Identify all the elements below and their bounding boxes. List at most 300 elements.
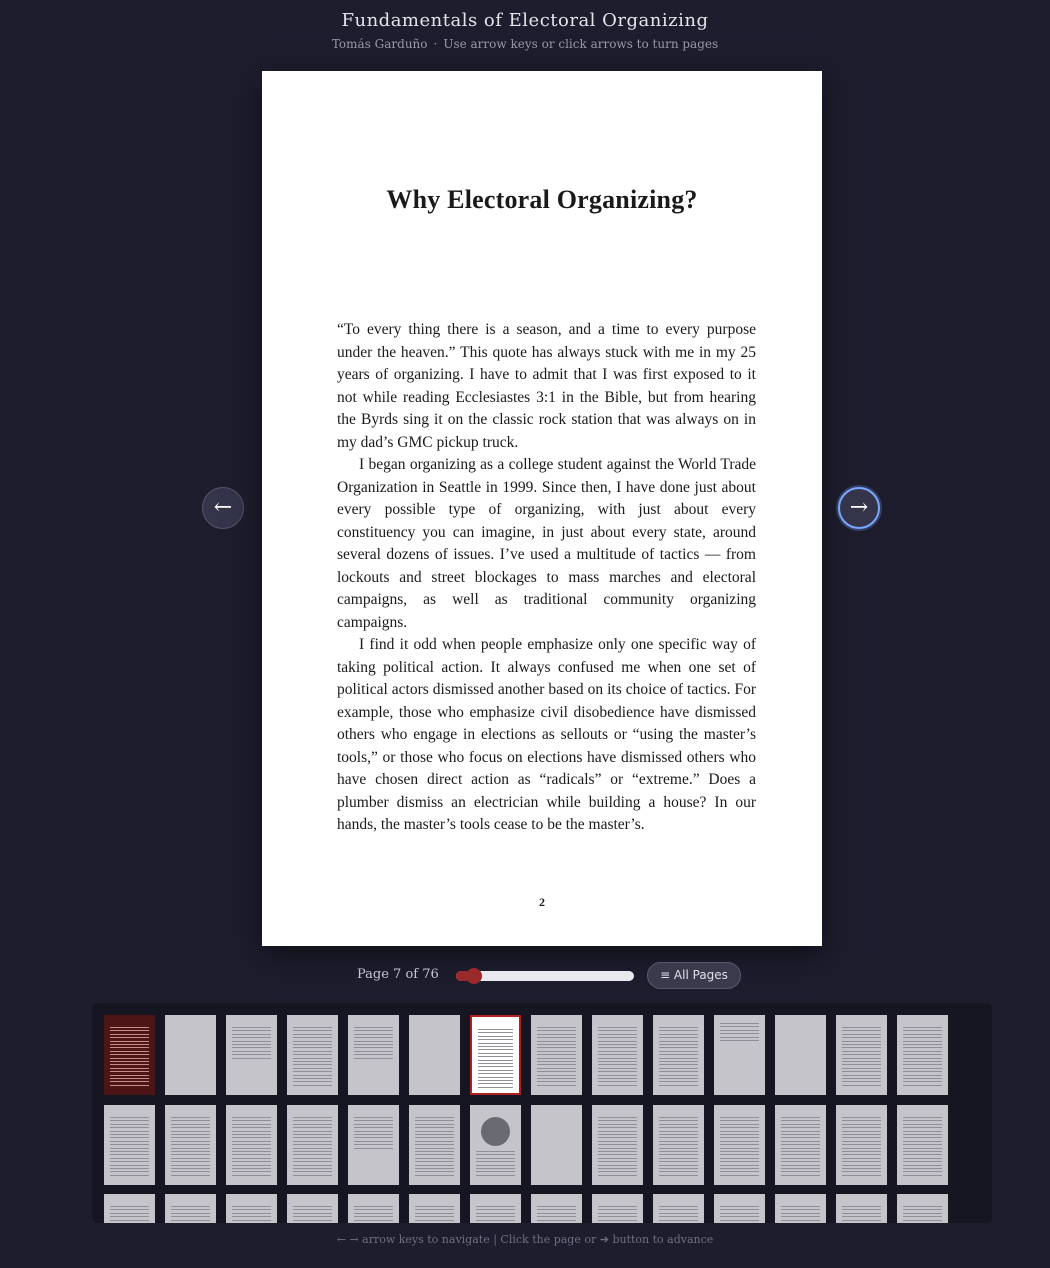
page-thumbnail[interactable]	[348, 1194, 399, 1223]
thumbnail-text-line	[293, 1061, 332, 1062]
thumbnail-text-line	[903, 1081, 942, 1082]
thumbnail-text-line	[842, 1144, 881, 1145]
thumbnail-text-line	[781, 1206, 820, 1207]
page-thumbnail[interactable]	[104, 1105, 155, 1185]
thumbnail-text-line	[842, 1071, 881, 1072]
thumbnail-text-line	[293, 1044, 332, 1045]
thumbnail-text-line	[720, 1124, 759, 1125]
thumbnail-text-line	[476, 1165, 515, 1166]
thumbnail-text-line	[842, 1037, 881, 1038]
thumbnail-text-line	[537, 1071, 576, 1072]
thumbnail-text-line	[903, 1061, 942, 1062]
page-thumbnail[interactable]	[409, 1015, 460, 1095]
thumbnail-text-line	[659, 1044, 698, 1045]
thumbnail-text-line	[598, 1078, 637, 1079]
thumbnail-text-line	[598, 1061, 637, 1062]
thumbnail-text-line	[478, 1036, 513, 1037]
thumbnail-text-line	[354, 1124, 393, 1125]
thumbnail-text-line	[354, 1044, 393, 1045]
all-pages-button[interactable]: ≡ All Pages	[647, 962, 741, 989]
thumbnail-text-line	[659, 1148, 698, 1149]
thumbnail-text-line	[781, 1161, 820, 1162]
thumbnail-text-line	[842, 1085, 881, 1086]
thumbnail-text-line	[171, 1124, 210, 1125]
thumbnail-text-line	[110, 1134, 149, 1135]
page-thumbnail[interactable]	[348, 1015, 399, 1095]
next-page-button[interactable]	[838, 487, 880, 529]
thumbnail-text-line	[781, 1175, 820, 1176]
thumbnail-text-line	[110, 1216, 149, 1217]
thumbnail-text-line	[659, 1030, 698, 1031]
thumbnail-text-line	[293, 1034, 332, 1035]
page-thumbnail[interactable]	[531, 1015, 582, 1095]
thumbnail-text-line	[781, 1134, 820, 1135]
thumbnail-text-line	[781, 1137, 820, 1138]
thumbnail-text-line	[659, 1054, 698, 1055]
thumbnail-text-line	[842, 1061, 881, 1062]
thumbnail-text-line	[476, 1158, 515, 1159]
thumbnail-text-line	[354, 1034, 393, 1035]
thumbnail-text-line	[232, 1171, 271, 1172]
page-thumbnail[interactable]	[897, 1194, 948, 1223]
page-thumbnail[interactable]	[836, 1015, 887, 1095]
thumbnail-text-line	[232, 1158, 271, 1159]
thumbnail-text-line	[293, 1168, 332, 1169]
thumbnail-text-line	[171, 1206, 210, 1207]
thumbnail-text-line	[842, 1175, 881, 1176]
thumbnail-text-line	[842, 1041, 881, 1042]
thumbnail-text-line	[537, 1051, 576, 1052]
page-thumbnail[interactable]	[775, 1105, 826, 1185]
thumbnail-text-line	[598, 1220, 637, 1221]
thumbnail-text-line	[476, 1168, 515, 1169]
thumbnail-text-line	[478, 1070, 513, 1071]
thumbnail-text-line	[110, 1051, 149, 1052]
arrow-right-icon: →	[849, 495, 869, 520]
header	[0, 10, 1050, 51]
thumbnail-text-line	[110, 1068, 149, 1069]
thumbnail-text-line	[110, 1168, 149, 1169]
page-thumbnail[interactable]	[287, 1194, 338, 1223]
thumbnail-text-line	[415, 1175, 454, 1176]
page-thumbnail[interactable]	[836, 1105, 887, 1185]
page-thumbnail[interactable]	[531, 1105, 582, 1185]
thumbnail-text-line	[476, 1154, 515, 1155]
thumbnail-text-line	[293, 1037, 332, 1038]
thumbnail-text-line	[537, 1220, 576, 1221]
thumbnail-text-line	[598, 1209, 637, 1210]
thumbnail-text-line	[478, 1053, 513, 1054]
thumbnail-text-line	[903, 1041, 942, 1042]
page-thumbnail[interactable]	[470, 1105, 521, 1185]
page-thumbnail[interactable]	[653, 1015, 704, 1095]
thumbnail-text-line	[354, 1047, 393, 1048]
thumbnail-text-line	[659, 1117, 698, 1118]
thumbnail-text-line	[842, 1058, 881, 1059]
thumbnail-text-line	[415, 1161, 454, 1162]
page-thumbnail[interactable]	[470, 1015, 521, 1095]
thumbnail-text-line	[842, 1134, 881, 1135]
thumbnail-text-line	[354, 1206, 393, 1207]
thumbnail-text-line	[232, 1054, 271, 1055]
thumbnail-text-line	[171, 1141, 210, 1142]
thumbnail-text-line	[354, 1141, 393, 1142]
thumbnail-text-line	[781, 1148, 820, 1149]
thumbnail-text-line	[720, 1148, 759, 1149]
page-thumbnail[interactable]	[653, 1194, 704, 1223]
thumbnail-text-line	[537, 1085, 576, 1086]
thumbnail-text-line	[720, 1161, 759, 1162]
thumbnail-text-line	[598, 1137, 637, 1138]
page-thumbnail[interactable]	[226, 1105, 277, 1185]
page-thumbnail[interactable]	[592, 1105, 643, 1185]
paragraph: I began organizing as a college student against the World Trade Organization in Seattle in 1999. Since then, I have done just about every possible type of organizing, with just about every constituency you can imagine, in just about every state, around several dozens of issues. I’ve used a multitude of tactics — from lockouts and street blockages to mass marches and electoral campaigns, as well as traditional community organizing campaigns.	[337, 456, 756, 631]
page-thumbnail[interactable]	[653, 1105, 704, 1185]
thumbnail-text-line	[478, 1080, 513, 1081]
thumbnail-text-line	[478, 1039, 513, 1040]
page-thumbnail[interactable]	[714, 1194, 765, 1223]
thumbnail-text-line	[478, 1087, 513, 1088]
thumbnail-text-line	[903, 1047, 942, 1048]
thumbnail-text-line	[720, 1213, 759, 1214]
thumbnail-text-line	[110, 1085, 149, 1086]
thumbnail-text-line	[903, 1165, 942, 1166]
thumbnail-text-line	[842, 1213, 881, 1214]
thumbnail-text-line	[476, 1175, 515, 1176]
thumbnail-strip[interactable]	[92, 1003, 992, 1223]
thumbnail-text-line	[171, 1168, 210, 1169]
thumbnail-text-line	[110, 1171, 149, 1172]
thumbnail-text-line	[659, 1058, 698, 1059]
page-thumbnail[interactable]	[226, 1194, 277, 1223]
thumbnail-text-line	[842, 1078, 881, 1079]
thumbnail-text-line	[232, 1175, 271, 1176]
thumbnail-text-line	[171, 1213, 210, 1214]
thumbnail-text-line	[415, 1168, 454, 1169]
thumbnail-text-line	[659, 1131, 698, 1132]
thumbnail-text-line	[293, 1137, 332, 1138]
page-thumbnail[interactable]	[226, 1015, 277, 1095]
thumbnail-text-line	[598, 1071, 637, 1072]
page-thumbnail[interactable]	[592, 1015, 643, 1095]
thumbnail-text-line	[598, 1206, 637, 1207]
thumbnail-text-line	[598, 1085, 637, 1086]
thumbnail-text-line	[842, 1158, 881, 1159]
thumbnail-text-line	[781, 1154, 820, 1155]
thumbnail-text-line	[781, 1141, 820, 1142]
thumbnail-text-line	[598, 1151, 637, 1152]
thumbnail-text-line	[354, 1117, 393, 1118]
thumbnail-text-line	[903, 1171, 942, 1172]
thumbnail-text-line	[110, 1206, 149, 1207]
thumbnail-text-line	[478, 1077, 513, 1078]
thumbnail-text-line	[354, 1051, 393, 1052]
thumbnail-text-line	[415, 1141, 454, 1142]
thumbnail-text-line	[842, 1161, 881, 1162]
thumbnail-text-line	[110, 1141, 149, 1142]
thumbnail-text-line	[720, 1216, 759, 1217]
thumbnail-text-line	[110, 1071, 149, 1072]
instructions-text: Use arrow keys or click arrows to turn pages	[443, 37, 719, 51]
thumbnail-text-line	[478, 1073, 513, 1074]
thumbnail-text-line	[293, 1158, 332, 1159]
thumbnail-text-line	[659, 1051, 698, 1052]
thumbnail-text-line	[110, 1131, 149, 1132]
thumbnail-text-line	[232, 1037, 271, 1038]
page-thumbnail[interactable]	[348, 1105, 399, 1185]
slider-thumb[interactable]	[466, 968, 482, 984]
thumbnail-text-line	[903, 1134, 942, 1135]
thumbnail-text-line	[110, 1054, 149, 1055]
page-thumbnail[interactable]	[897, 1105, 948, 1185]
page-thumbnail[interactable]	[287, 1015, 338, 1095]
page-thumbnail[interactable]	[531, 1194, 582, 1223]
thumbnail-text-line	[842, 1124, 881, 1125]
thumbnail-text-line	[354, 1131, 393, 1132]
thumbnail-text-line	[354, 1216, 393, 1217]
thumbnail-text-line	[171, 1144, 210, 1145]
thumbnail-text-line	[415, 1165, 454, 1166]
thumbnail-text-line	[232, 1127, 271, 1128]
thumbnail-text-line	[903, 1068, 942, 1069]
thumbnail-text-line	[537, 1078, 576, 1079]
thumbnail-text-line	[720, 1037, 759, 1038]
thumbnail-text-line	[903, 1075, 942, 1076]
thumbnail-text-line	[842, 1216, 881, 1217]
thumbnail-text-line	[354, 1209, 393, 1210]
thumbnail-text-line	[537, 1075, 576, 1076]
thumbnail-text-line	[171, 1161, 210, 1162]
page-slider[interactable]	[456, 971, 634, 981]
thumbnail-text-line	[842, 1051, 881, 1052]
thumbnail-text-line	[415, 1131, 454, 1132]
thumbnail-text-line	[232, 1030, 271, 1031]
thumbnail-text-line	[293, 1075, 332, 1076]
thumbnail-text-line	[659, 1037, 698, 1038]
thumbnail-text-line	[293, 1144, 332, 1145]
page-number: 2	[539, 895, 545, 909]
thumbnail-text-line	[598, 1141, 637, 1142]
thumbnail-text-line	[354, 1127, 393, 1128]
previous-page-button[interactable]	[202, 487, 244, 529]
thumbnail-text-line	[903, 1141, 942, 1142]
page-thumbnail[interactable]	[104, 1194, 155, 1223]
thumbnail-text-line	[842, 1168, 881, 1169]
thumbnail-text-line	[537, 1209, 576, 1210]
thumbnail-text-line	[537, 1081, 576, 1082]
thumbnail-text-line	[903, 1131, 942, 1132]
thumbnail-text-line	[537, 1213, 576, 1214]
thumbnail-text-line	[659, 1213, 698, 1214]
thumbnail-text-line	[293, 1117, 332, 1118]
thumbnail-text-line	[903, 1034, 942, 1035]
thumbnail-text-line	[293, 1124, 332, 1125]
thumbnail-text-line	[659, 1134, 698, 1135]
thumbnail-text-line	[720, 1151, 759, 1152]
thumbnail-text-line	[171, 1134, 210, 1135]
thumbnail-text-line	[171, 1131, 210, 1132]
thumbnail-text-line	[720, 1168, 759, 1169]
chapter-heading: Why Electoral Organizing?	[386, 185, 698, 214]
thumbnail-text-line	[171, 1216, 210, 1217]
arrow-left-icon: ←	[213, 495, 233, 520]
thumbnail-text-line	[293, 1081, 332, 1082]
page-thumbnail[interactable]	[897, 1015, 948, 1095]
thumbnail-text-line	[781, 1131, 820, 1132]
thumbnail-text-line	[478, 1043, 513, 1044]
page-thumbnail[interactable]	[592, 1194, 643, 1223]
thumbnail-text-line	[659, 1127, 698, 1128]
thumbnail-text-line	[354, 1058, 393, 1059]
page-thumbnail[interactable]	[165, 1015, 216, 1095]
thumbnail-text-line	[598, 1041, 637, 1042]
thumbnail-text-line	[598, 1154, 637, 1155]
thumbnail-text-line	[598, 1027, 637, 1028]
thumbnail-text-line	[415, 1127, 454, 1128]
thumbnail-text-line	[110, 1061, 149, 1062]
thumbnail-text-line	[659, 1154, 698, 1155]
thumbnail-text-line	[232, 1168, 271, 1169]
thumbnail-text-line	[110, 1044, 149, 1045]
thumbnail-text-line	[842, 1171, 881, 1172]
page-thumbnail[interactable]	[287, 1105, 338, 1185]
thumbnail-text-line	[110, 1154, 149, 1155]
thumbnail-text-line	[903, 1044, 942, 1045]
thumbnail-text-line	[110, 1075, 149, 1076]
page-thumbnail[interactable]	[165, 1194, 216, 1223]
thumbnail-text-line	[659, 1151, 698, 1152]
thumbnail-text-line	[598, 1120, 637, 1121]
thumbnail-text-line	[720, 1040, 759, 1041]
page-thumbnail[interactable]	[409, 1105, 460, 1185]
page-thumbnail[interactable]	[104, 1015, 155, 1095]
thumbnail-text-line	[110, 1175, 149, 1176]
thumbnail-text-line	[659, 1068, 698, 1069]
thumbnail-text-line	[293, 1171, 332, 1172]
thumbnail-text-line	[110, 1158, 149, 1159]
thumbnail-text-line	[720, 1171, 759, 1172]
thumbnail-text-line	[903, 1206, 942, 1207]
thumbnail-text-line	[903, 1168, 942, 1169]
thumbnail-text-line	[659, 1161, 698, 1162]
thumbnail-text-line	[293, 1078, 332, 1079]
paragraph: I find it odd when people emphasize only one specific way of taking political action. It always confused me when one set of political actors dismissed another based on its choice of tactics. For example, those who emphasize civil disobedience have dismissed others who engage in elections as sellouts or “using the master’s tools,” or those who focus on elections have dismissed others who have chosen direct action as “radicals” or “extreme.” Does a plumber dismiss an electrician while building a house? In our hands, the master’s tools cease to be the master’s.	[337, 636, 756, 833]
page-thumbnail[interactable]	[165, 1105, 216, 1185]
thumbnail-text-line	[232, 1209, 271, 1210]
thumbnail-text-line	[478, 1083, 513, 1084]
thumbnail-text-line	[110, 1058, 149, 1059]
page-thumbnail[interactable]	[470, 1194, 521, 1223]
page-thumbnail[interactable]	[775, 1194, 826, 1223]
thumbnail-text-line	[781, 1216, 820, 1217]
thumbnail-text-line	[842, 1220, 881, 1221]
thumbnail-text-line	[659, 1081, 698, 1082]
thumbnail-text-line	[171, 1154, 210, 1155]
thumbnail-text-line	[293, 1064, 332, 1065]
page-thumbnail[interactable]	[409, 1194, 460, 1223]
thumbnail-text-line	[842, 1030, 881, 1031]
page-thumbnail[interactable]	[714, 1015, 765, 1095]
thumbnail-text-line	[903, 1085, 942, 1086]
thumbnail-text-line	[781, 1209, 820, 1210]
thumbnail-text-line	[354, 1213, 393, 1214]
thumbnail-text-line	[720, 1209, 759, 1210]
thumbnail-text-line	[110, 1220, 149, 1221]
page-thumbnail[interactable]	[714, 1105, 765, 1185]
thumbnail-text-line	[903, 1220, 942, 1221]
thumbnail-text-line	[415, 1151, 454, 1152]
thumbnail-text-line	[293, 1216, 332, 1217]
thumbnail-text-line	[232, 1213, 271, 1214]
thumbnail-text-line	[478, 1049, 513, 1050]
thumbnail-text-line	[415, 1216, 454, 1217]
book-title: Fundamentals of Electoral Organizing	[341, 10, 709, 31]
subtitle	[0, 37, 1050, 51]
thumbnail-text-line	[232, 1117, 271, 1118]
thumbnail-text-line	[842, 1064, 881, 1065]
thumbnail-text-line	[232, 1220, 271, 1221]
thumbnail-text-line	[903, 1051, 942, 1052]
thumbnail-text-line	[598, 1034, 637, 1035]
thumbnail-text-line	[232, 1161, 271, 1162]
thumbnail-text-line	[476, 1151, 515, 1152]
thumbnail-text-line	[110, 1030, 149, 1031]
thumbnail-text-line	[171, 1151, 210, 1152]
thumbnail-text-line	[842, 1148, 881, 1149]
thumbnail-text-line	[903, 1058, 942, 1059]
thumbnail-text-line	[110, 1144, 149, 1145]
thumbnail-text-line	[903, 1127, 942, 1128]
thumbnail-text-line	[415, 1117, 454, 1118]
thumbnail-text-line	[659, 1085, 698, 1086]
thumbnail-text-line	[293, 1030, 332, 1031]
thumbnail-text-line	[781, 1151, 820, 1152]
thumbnail-text-line	[232, 1047, 271, 1048]
thumbnail-text-line	[598, 1047, 637, 1048]
thumbnail-text-line	[598, 1213, 637, 1214]
thumbnail-text-line	[903, 1027, 942, 1028]
thumbnail-text-line	[476, 1209, 515, 1210]
thumbnail-text-line	[598, 1054, 637, 1055]
thumbnail-text-line	[537, 1216, 576, 1217]
thumbnail-text-line	[720, 1131, 759, 1132]
thumbnail-text-line	[415, 1144, 454, 1145]
page-thumbnail[interactable]	[836, 1194, 887, 1223]
thumbnail-text-line	[293, 1041, 332, 1042]
thumbnail-text-line	[232, 1034, 271, 1035]
thumbnail-text-line	[478, 1066, 513, 1067]
thumbnail-text-line	[354, 1148, 393, 1149]
thumbnail-text-line	[659, 1071, 698, 1072]
thumbnail-text-line	[598, 1117, 637, 1118]
thumbnail-text-line	[293, 1085, 332, 1086]
thumbnail-text-line	[232, 1141, 271, 1142]
thumbnail-text-line	[293, 1154, 332, 1155]
thumbnail-text-line	[720, 1158, 759, 1159]
thumbnail-text-line	[659, 1158, 698, 1159]
thumbnail-text-line	[110, 1081, 149, 1082]
page-indicator: Page 7 of 76	[357, 967, 439, 982]
thumbnail-text-line	[293, 1165, 332, 1166]
thumbnail-text-line	[110, 1148, 149, 1149]
thumbnail-text-line	[537, 1206, 576, 1207]
page-thumbnail[interactable]	[775, 1015, 826, 1095]
thumbnail-text-line	[903, 1037, 942, 1038]
thumbnail-text-line	[659, 1047, 698, 1048]
thumbnail-text-line	[659, 1137, 698, 1138]
thumbnail-text-line	[781, 1158, 820, 1159]
book-page[interactable]	[262, 71, 822, 946]
